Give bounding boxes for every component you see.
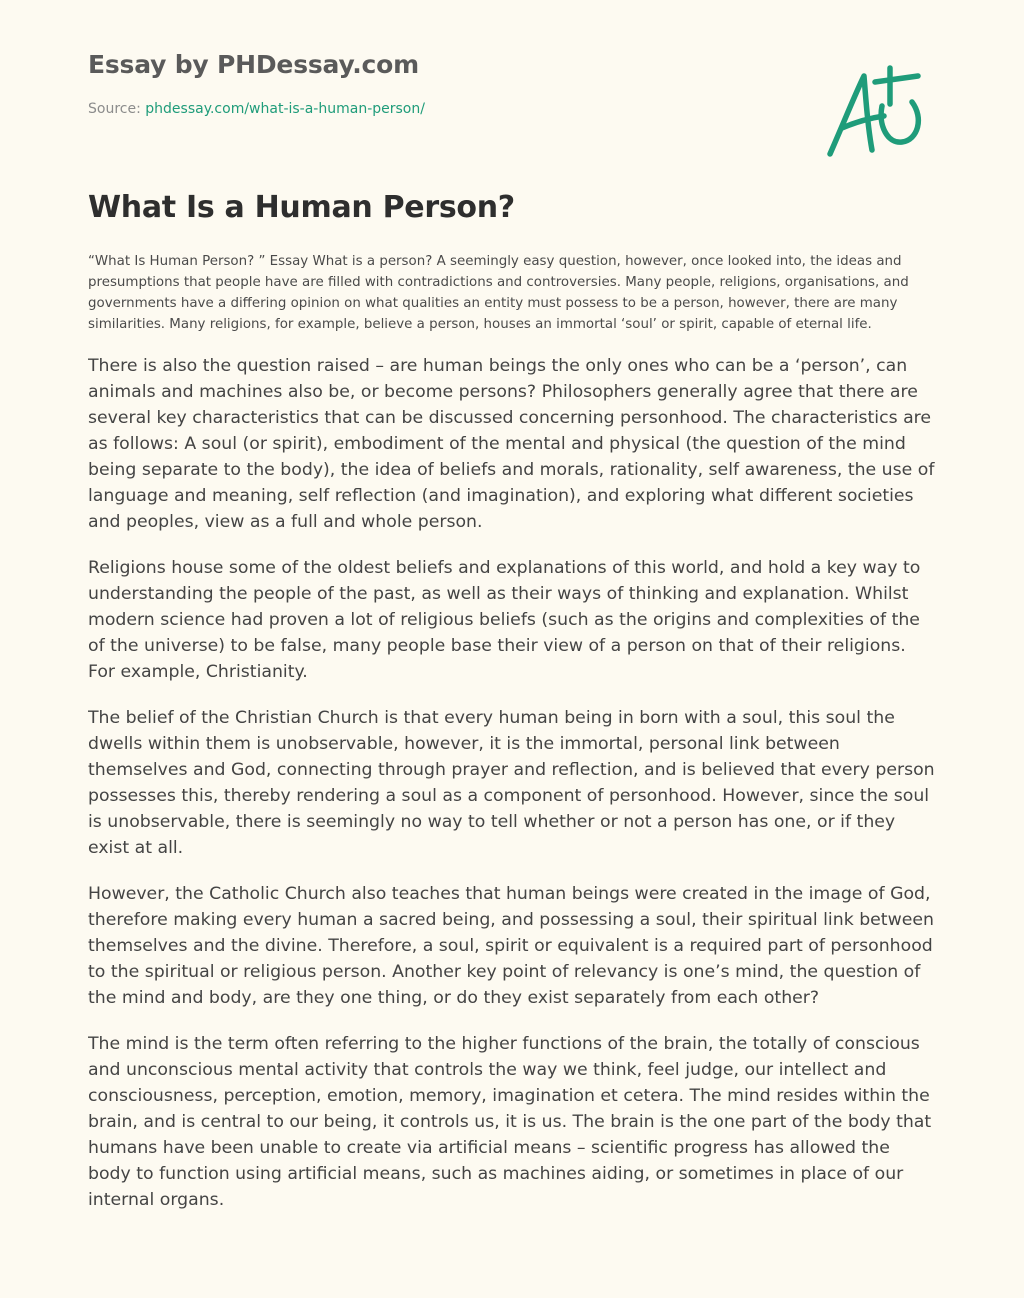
essay-paragraph: The belief of the Christian Church is that every human being in born with a soul, this soul the dwells within them is unobservable, however, it is the immortal, personal link between themselves and God, connecting through prayer and reflection, and is believed that every person possesses this, thereby rendering a soul as a component of personhood. However, since the soul is unobservable, there is seemingly no way to tell whether or not a person has one, or if they exist at all. [88, 708, 935, 858]
a-plus-logo-icon [820, 62, 930, 162]
essay-paragraph: However, the Catholic Church also teaches that human beings were created in the image of God, therefore making every human a sacred being, and possessing a soul, their spiritual link between themselves and the divine. Therefore, a soul, spirit or equivalent is a required part of personhood to the spiritual or religious person. Another key point of relevancy is one’s mind, the question of the mind and body, are they one thing, or do they exist separately from each other? [88, 884, 934, 1008]
essay-paragraph: The mind is the term often referring to the higher functions of the brain, the totally of conscious and unconscious mental activity that controls the way we think, feel judge, our intellect and consciousness, perception, emotion, memory, imagination et cetera. The mind resides within the brain, and is central to our being, it controls us, it is us. The brain is the one part of the body that humans have been unable to create via artificial means – scientific progress has allowed the body to function using artificial means, such as machines aiding, or sometimes in place of our internal organs. [88, 1034, 932, 1210]
brand-name: Essay by PHDessay.com [88, 50, 419, 79]
essay-paragraph: Religions house some of the oldest beliefs and explanations of this world, and hold a key way to understanding the people of the past, as well as their ways of thinking and explanation. Whilst modern science had proven a lot of religious beliefs (such as the origins and complexities of the of the universe) to be false, many people base their view of a person on that of their religions. For example, Christianity. [88, 558, 921, 682]
source-line [88, 101, 425, 117]
source-link[interactable]: phdessay.com/what-is-a-human-person/ [145, 101, 425, 117]
source-label: Source: [88, 101, 141, 117]
essay-title: What Is a Human Person? [88, 190, 515, 225]
essay-content [88, 251, 938, 1253]
essay-intro: “What Is Human Person? ” Essay What is a person? A seemingly easy question, however, once looked into, the ideas and presumptions that people have are filled with contradictions and controversies. Many people, religions, organisations, and governments have a differing opinion on what qualities an entity must possess to be a person, however, there are many similarities. Many religions, for example, believe a person, houses an immortal ‘soul’ or spirit, capable of eternal life. [88, 254, 909, 332]
essay-paragraph: There is also the question raised – are human beings the only ones who can be a ‘person’, can animals and machines also be, or become persons? Philosophers generally agree that there are several key characteristics that can be discussed concerning personhood. The characteristics are as follows: A soul (or spirit), embodiment of the mental and physical (the question of the mind being separate to the body), the idea of beliefs and morals, rationality, self awareness, the use of language and meaning, self reflection (and imagination), and exploring what different societies and peoples, view as a full and whole person. [88, 356, 935, 532]
